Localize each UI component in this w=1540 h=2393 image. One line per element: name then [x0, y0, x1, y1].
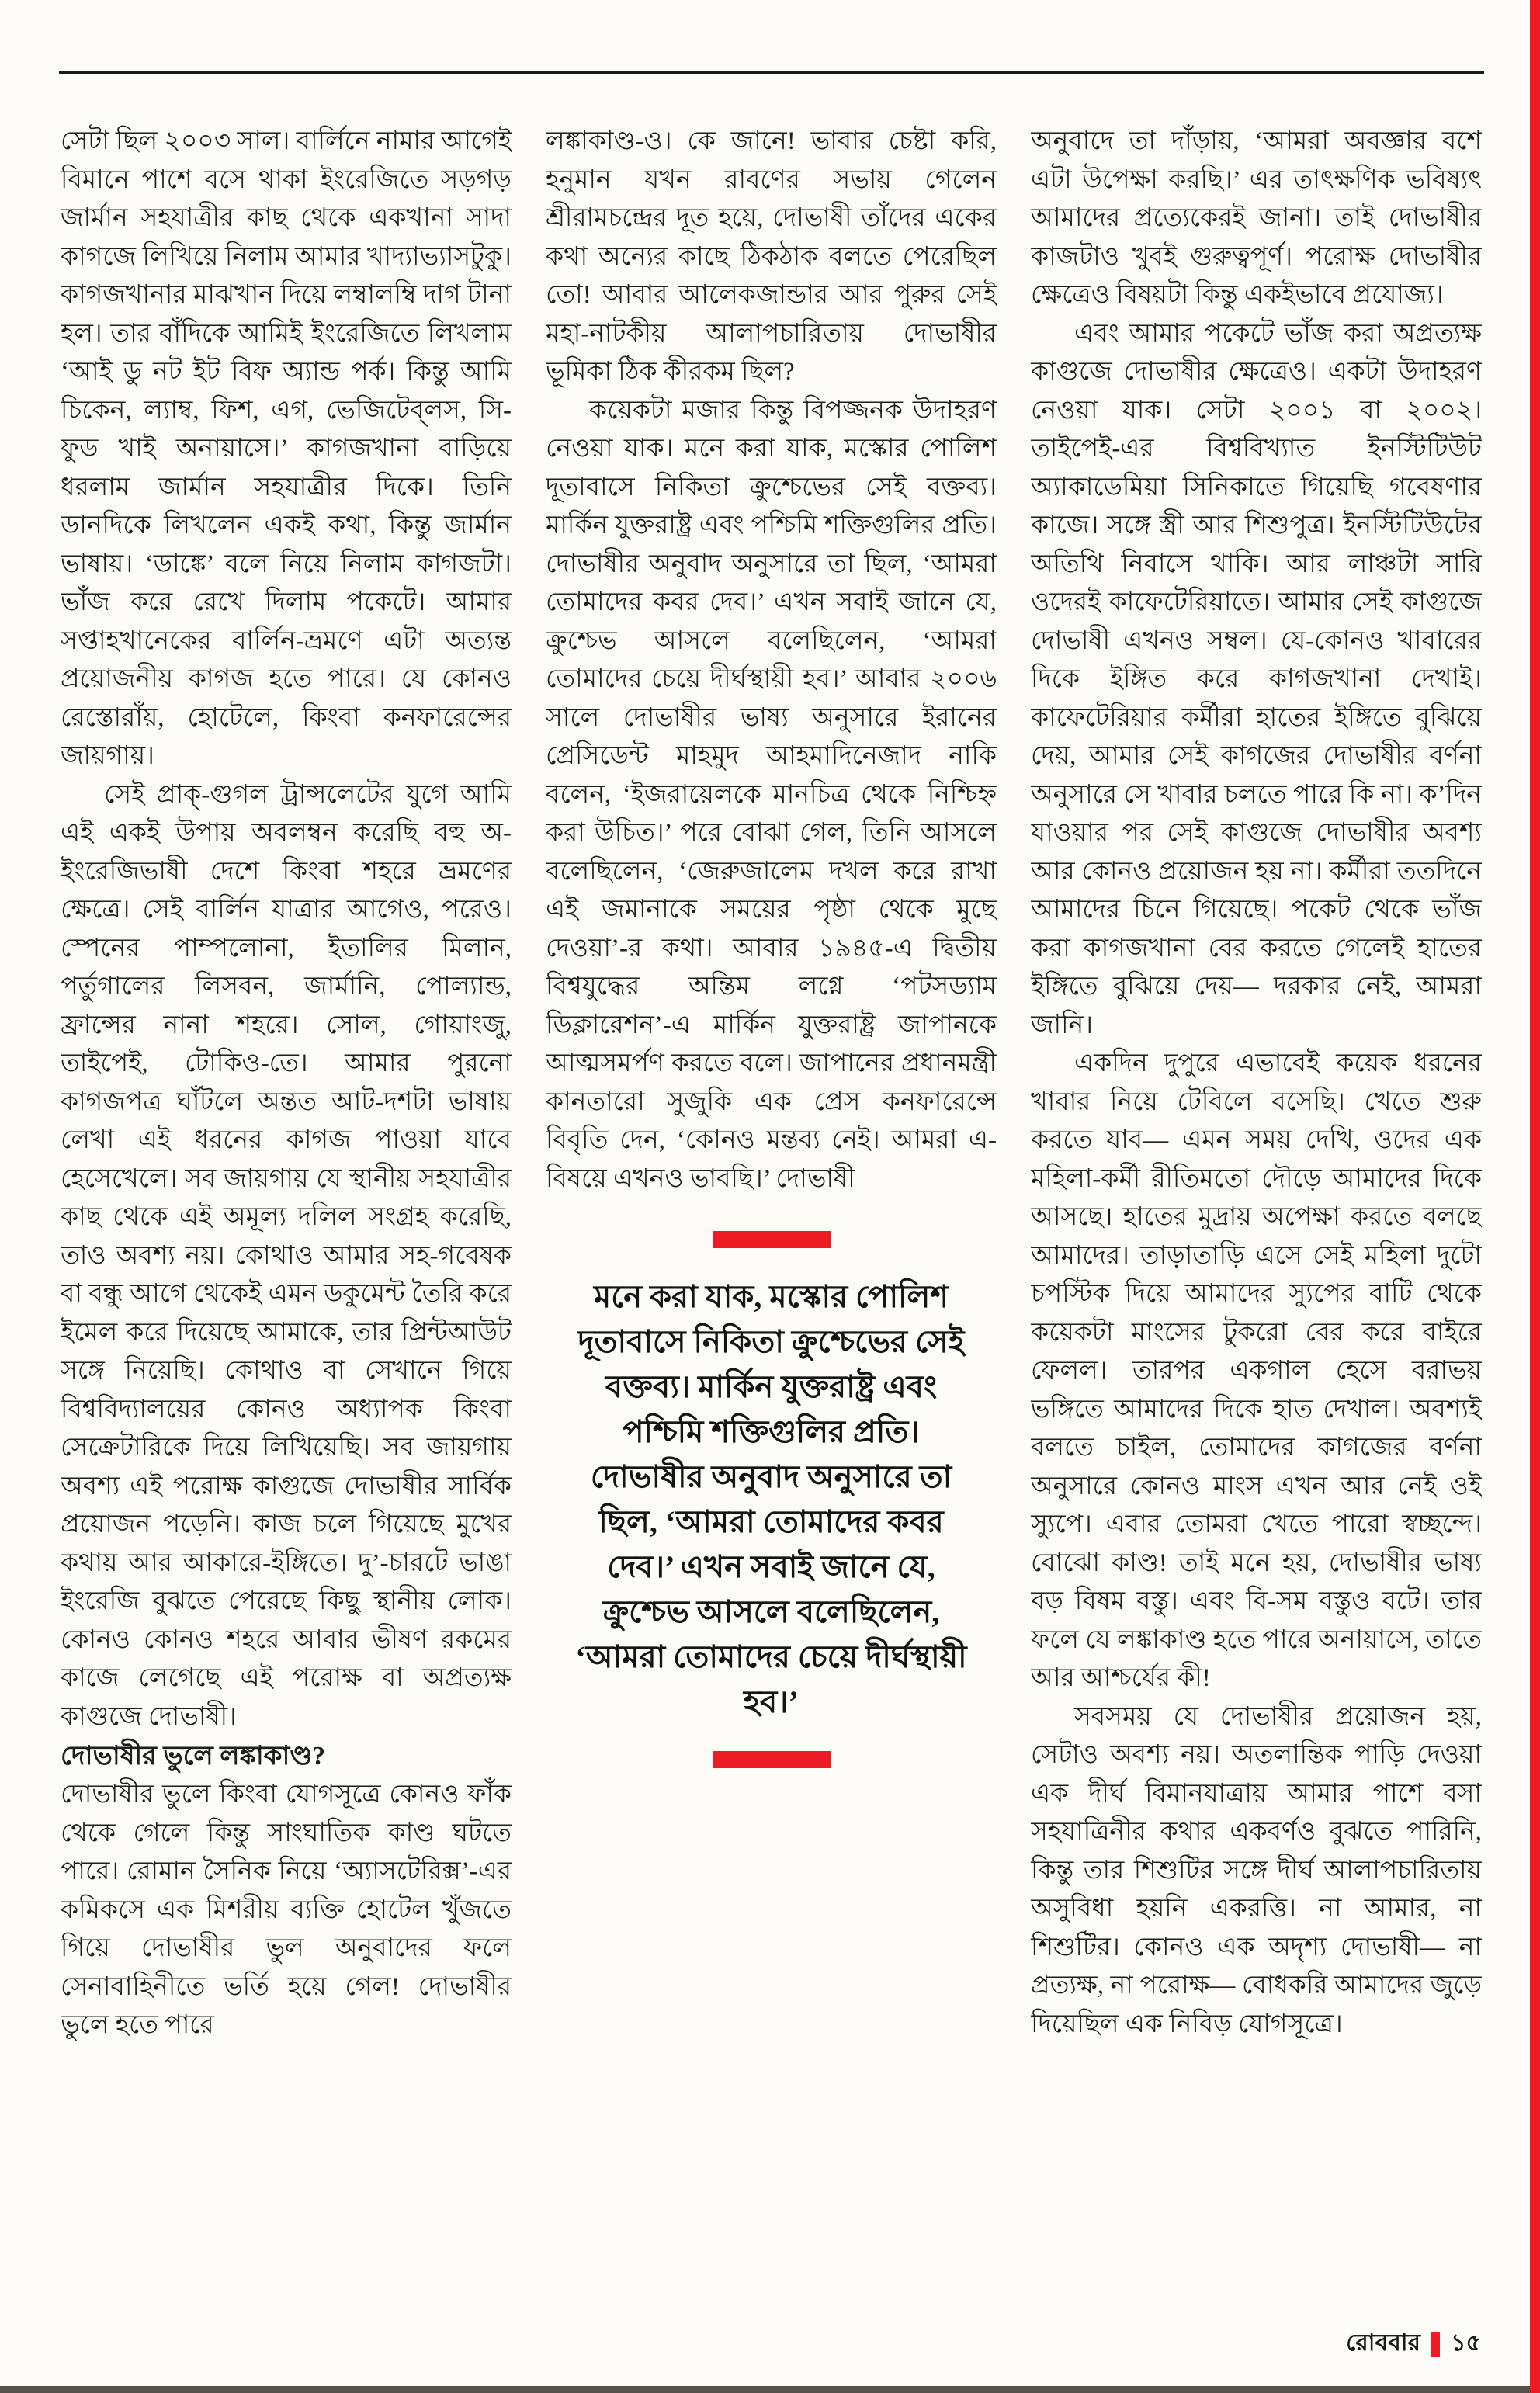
text-column-1: [61, 123, 512, 2304]
body-paragraph: কয়েকটা মজার কিন্তু বিপজ্জনক উদাহরণ নেওয়া যাক। মনে করা যাক, মস্কোর পোলিশ দূতাবাসে নিকিতা ক্রুশ্চেভের সেই বক্তব্য। মার্কিন যুক্তরাষ্ট্র এবং পশ্চিমি শক্তিগুলির প্রতি। দোভাষীর অনুবাদ অনুসারে তা ছিল, ‘আমরা তোমাদের কবর দেব।’ এখন সবাই জানে যে, ক্রুশ্চেভ আসলে বলেছিলেন, ‘আমরা তোমাদের চেয়ে দীর্ঘস্থায়ী হব।’ আবার ২০০৬ সালে দোভাষীর ভাষ্য অনুসারে ইরানের প্রেসিডেন্ট মাহমুদ আহমাদিনেজাদ নাকি বলেন, ‘ইজরায়েলকে মানচিত্র থেকে নিশ্চিহ্ন করা উচিত।’ পরে বোঝা গেল, তিনি আসলে বলেছিলেন, ‘জেরুজালেম দখল করে রাখা এই জমানাকে সময়ের পৃষ্ঠা থেকে মুছে দেওয়া’-র কথা। আবার ১৯৪৫-এ দ্বিতীয় বিশ্বযুদ্ধের অন্তিম লগ্নে ‘পটসড্যাম ডিক্লারেশন’-এ মার্কিন যুক্তরাষ্ট্র জাপানকে আত্মসমর্পণ করতে বলে। জাপানের প্রধানমন্ত্রী কানতারো সুজুকি এক প্রেস কনফারেন্সে বিবৃতি দেন, ‘কোনও মন্তব্য নেই। আমরা এ-বিষয়ে এখনও ভাবছি।’ দোভাষী: [546, 396, 997, 1193]
body-paragraph: দোভাষীর ভুলে কিংবা যোগসূত্রে কোনও ফাঁক থেকে গেলে কিন্তু সাংঘাতিক কাণ্ড ঘটতে পারে। রোমান সৈনিক নিয়ে ‘অ্যাসটেরিক্স’-এর কমিকসে এক মিশরীয় ব্যক্তি হোটেল খুঁজতে গিয়ে দোভাষীর ভুল অনুবাদের ফলে সেনাবাহিনীতে ভর্তি হয়ে গেল! দোভাষীর ভুলে হতে পারে: [61, 1781, 512, 2039]
text-column-3: [1031, 123, 1482, 2304]
right-edge-band: [1530, 0, 1540, 2393]
body-paragraph: এবং আমার পকেটে ভাঁজ করা অপ্রত্যক্ষ কাগুজে দোভাষীর ক্ষেত্রেও। একটা উদাহরণ নেওয়া যাক। সেটা ২০০১ বা ২০০২। তাইপেই-এর বিশ্ববিখ্যাত ইনস্টিটিউট অ্যাকাডেমিয়া সিনিকাতে গিয়েছি গবেষণার কাজে। সঙ্গে স্ত্রী আর শিশুপুত্র। ইনস্টিটিউটের অতিথি নিবাসে থাকি। আর লাঞ্চটা সারি ওদেরই কাফেটেরিয়াতে। আমার সেই কাগুজে দোভাষী এখনও সম্বল। যে-কোনও খাবারের দিকে ইঙ্গিত করে কাগজখানা দেখাই। কাফেটেরিয়ার কর্মীরা হাতের ইঙ্গিতে বুঝিয়ে দেয়, আমার সেই কাগজের দোভাষীর বর্ণনা অনুসারে সে খাবার চলতে পারে কি না। ক’দিন যাওয়ার পর সেই কাগুজে দোভাষীর অবশ্য আর কোনও প্রয়োজন হয় না। কর্মীরা ততদিনে আমাদের চিনে গিয়েছে। পকেট থেকে ভাঁজ করা কাগজখানা বের করতে গেলেই হাতের ইঙ্গিতে বুঝিয়ে দেয়— দরকার নেই, আমরা জানি।: [1031, 319, 1482, 1039]
magazine-name: রোববার: [1346, 2330, 1421, 2356]
body-paragraph: সবসময় যে দোভাষীর প্রয়োজন হয়, সেটাও অবশ্য নয়। অতলান্তিক পাড়ি দেওয়া এক দীর্ঘ বিমানযাত্রায় আমার পাশে বসা সহযাত্রিনীর কথার একবর্ণও বুঝতে পারিনি, কিন্তু তার শিশুটির সঙ্গে দীর্ঘ আলাপচারিতায় অসুবিধা হয়নি একরত্তি। না আমার, না শিশুটির। কোনও এক অদৃশ্য দোভাষী— না প্রত্যক্ষ, না পরোক্ষ— বোধকরি আমাদের জুড়ে দিয়েছিল এক নিবিড় যোগসূত্রে।: [1031, 1702, 1482, 2038]
footer-divider: [1431, 2332, 1440, 2357]
pull-quote: [546, 1231, 997, 1768]
pull-quote-text: মনে করা যাক, মস্কোর পোলিশ দূতাবাসে নিকিতা ক্রুশ্চেভের সেই বক্তব্য। মার্কিন যুক্তরাষ্ট্র এবং পশ্চিমি শক্তিগুলির প্রতি। দোভাষীর অনুবাদ অনুসারে তা ছিল, ‘আমরা তোমাদের কবর দেব।’ এখন সবাই জানে যে, ক্রুশ্চেভ আসলে বলেছিলেন, ‘আমরা তোমাদের চেয়ে দীর্ঘস্থায়ী হব।’: [575, 1279, 967, 1719]
pull-quote-top-bar: [713, 1231, 831, 1248]
body-paragraph: সেটা ছিল ২০০৩ সাল। বার্লিনে নামার আগেই বিমানে পাশে বসে থাকা ইংরেজিতে সড়গড় জার্মান সহযাত্রীর কাছ থেকে একখানা সাদা কাগজে লিখিয়ে নিলাম আমার খাদ্যাভ্যাসটুকু। কাগজখানার মাঝখান দিয়ে লম্বালম্বি দাগ টানা হল। তার বাঁদিকে আমিই ইংরেজিতে লিখলাম ‘আই ডু নট ইট বিফ অ্যান্ড পর্ক। কিন্তু আমি চিকেন, ল্যাম্ব, ফিশ, এগ, ভেজিটেব্‌লস, সি-ফুড খাই অনায়াসে।’ কাগজখানা বাড়িয়ে ধরলাম জার্মান সহযাত্রীর দিকে। তিনি ডানদিকে লিখলেন একই কথা, কিন্তু জার্মান ভাষায়। ‘ডাঙ্কে’ বলে নিয়ে নিলাম কাগজটা। ভাঁজ করে রেখে দিলাম পকেটে। আমার সপ্তাহখানেকের বার্লিন-ভ্রমণে এটা অত্যন্ত প্রয়োজনীয় কাগজ হতে পারে। যে কোনও রেস্তোরাঁয়, হোটেলে, কিংবা কনফারেন্সের জায়গায়।: [61, 127, 512, 770]
pull-quote-bottom-bar: [713, 1751, 831, 1768]
body-paragraph: সেই প্রাক্-গুগল ট্রান্সলেটের যুগে আমি এই একই উপায় অবলম্বন করেছি বহু অ-ইংরেজিভাষী দেশে কিংবা শহরে ভ্রমণের ক্ষেত্রে। সেই বার্লিন যাত্রার আগেও, পরেও। স্পেনের পাম্পলোনা, ইতালির মিলান, পর্তুগালের লিসবন, জার্মানি, পোল্যান্ড, ফ্রান্সের নানা শহরে। সোল, গোয়াংজু, তাইপেই, টোকিও-তে। আমার পুরনো কাগজপত্র ঘাঁটলে অন্তত আট-দশটা ভাষায় লেখা এই ধরনের কাগজ পাওয়া যাবে হেসেখেলে। সব জায়গায় যে স্থানীয় সহযাত্রীর কাছ থেকে এই অমূল্য দলিল সংগ্রহ করেছি, তাও অবশ্য নয়। কোথাও আমার সহ-গবেষক বা বন্ধু আগে থেকেই এমন ডকুমেন্ট তৈরি করে ইমেল করে দিয়েছে আমাকে, তার প্রিন্টআউট সঙ্গে নিয়েছি। কোথাও বা সেখানে গিয়ে বিশ্ববিদ্যালয়ের কোনও অধ্যাপক কিংবা সেক্রেটারিকে দিয়ে লিখিয়েছি। সব জায়গায় অবশ্য এই পরোক্ষ কাগুজে দোভাষীর সার্বিক প্রয়োজন পড়েনি। কাজ চলে গিয়েছে মুখের কথায় আর আকারে-ইঙ্গিতে। দু’-চারটে ভাঙা ইংরেজি বুঝতে পেরেছে কিছু স্থানীয় লোক। কোনও কোনও শহরে আবার ভীষণ রকমের কাজে লেগেছে এই পরোক্ষ বা অপ্রত্যক্ষ কাগুজে দোভাষী।: [61, 780, 512, 1731]
body-paragraph: একদিন দুপুরে এভাবেই কয়েক ধরনের খাবার নিয়ে টেবিলে বসেছি। খেতে শুরু করতে যাব— এমন সময় দেখি, ওদের এক মহিলা-কর্মী রীতিমতো দৌড়ে আমাদের দিকে আসছে। হাতের মুদ্রায় অপেক্ষা করতে বলছে আমাদের। তাড়াতাড়ি এসে সেই মহিলা দুটো চপস্টিক দিয়ে আমাদের স্যুপের বাটি থেকে কয়েকটা মাংসের টুকরো বের করে বাইরে ফেলল। তারপর একগাল হেসে বরাভয় ভঙ্গিতে আমাদের দিকে হাত দেখাল। অবশ্যই বলতে চাইল, তোমাদের কাগজের বর্ণনা অনুসারে কোনও মাংস এখন আর নেই ওই স্যুপে। এবার তোমরা খেতে পারো স্বচ্ছন্দে। বোঝো কাণ্ড! তাই মনে হয়, দোভাষীর ভাষ্য বড় বিষম বস্তু। এবং বি-সম বস্তুও বটে। তার ফলে যে লঙ্কাকাণ্ড হতে পারে অনায়াসে, তাতে আর আশ্চর্যের কী!: [1031, 1049, 1482, 1692]
text-column-2: [546, 123, 997, 2304]
body-paragraph: লঙ্কাকাণ্ড-ও। কে জানে! ভাবার চেষ্টা করি, হনুমান যখন রাবণের সভায় গেলেন শ্রীরামচন্দ্রের দূত হয়ে, দোভাষী তাঁদের একের কথা অন্যের কাছে ঠিকঠাক বলতে পেরেছিল তো! আবার আলেকজান্ডার আর পুরুর সেই মহা-নাটকীয় আলাপচারিতায় দোভাষীর ভূমিকা ঠিক কীরকম ছিল?: [546, 127, 997, 386]
article-body: [61, 123, 1483, 2304]
body-paragraph: অনুবাদে তা দাঁড়ায়, ‘আমরা অবজ্ঞার বশে এটা উপেক্ষা করছি।’ এর তাৎক্ষণিক ভবিষ্যৎ আমাদের প্রত্যেকেরই জানা। তাই দোভাষীর কাজটাও খুবই গুরুত্বপূর্ণ। পরোক্ষ দোভাষীর ক্ষেত্রেও বিষয়টা কিন্তু একইভাবে প্রযোজ্য।: [1031, 127, 1482, 309]
bottom-edge-band: [0, 2386, 1540, 2393]
page-footer: [1346, 2324, 1481, 2364]
page-number: ১৫: [1451, 2330, 1481, 2356]
top-rule: [59, 71, 1484, 74]
section-heading: দোভাষীর ভুলে লঙ্কাকাণ্ড?: [61, 1742, 326, 1770]
